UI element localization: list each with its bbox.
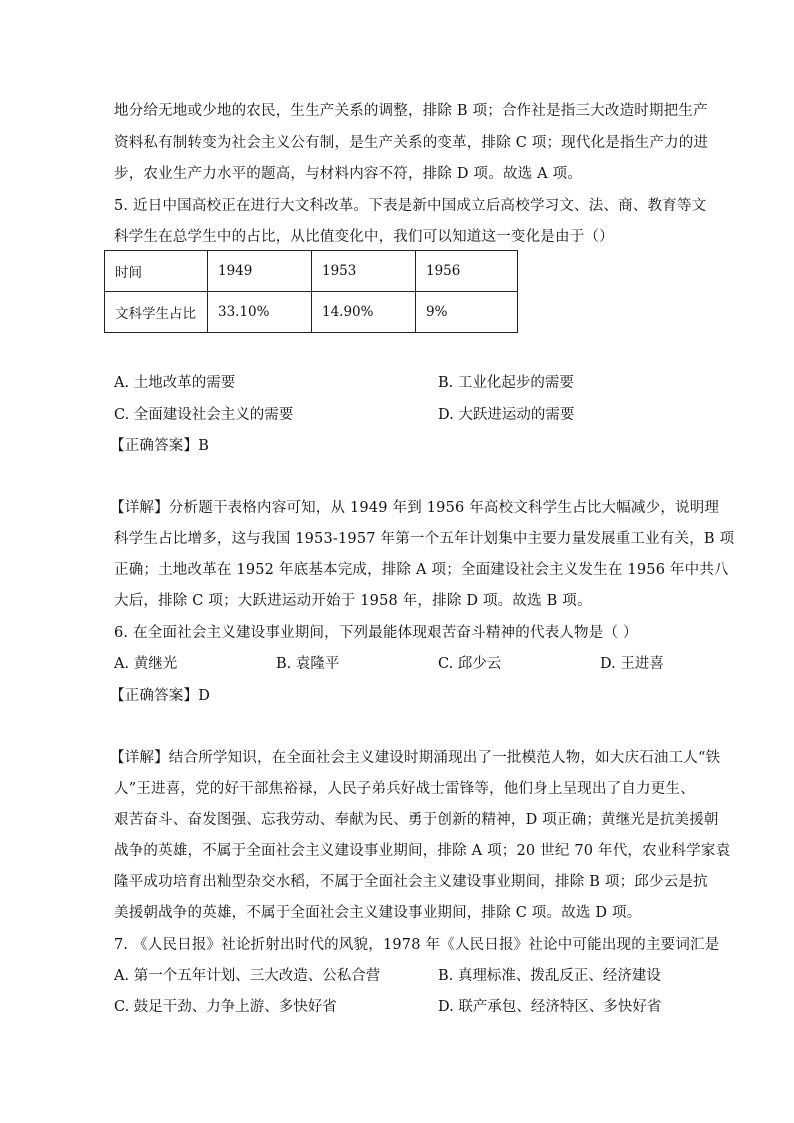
question-6-analysis: 艰苦奋斗、奋发图强、忘我劳动、奉献为民、勇于创新的精神，D 项正确；黄继光是抗美援朝 (114, 812, 719, 828)
text-line: 步，农业生产力水平的题高，与材料内容不符，排除 D 项。故选 A 项。 (114, 166, 583, 182)
table-cell: 文科学生占比 (105, 292, 208, 333)
question-5-option-a: A. 土地改革的需要 (114, 375, 236, 391)
question-6-analysis: 隆平成功培育出籼型杂交水稻，不属于全面社会主义建设事业期间，排除 B 项；邱少云是抗 (114, 874, 708, 890)
table-row (105, 292, 518, 333)
table-cell: 9% (416, 292, 518, 333)
question-5-option-b: B. 工业化起步的需要 (438, 375, 574, 391)
text-line: 资料私有制转变为社会主义公有制，是生产关系的变革，排除 C 项；现代化是指生产力的进 (114, 135, 709, 151)
question-7-stem: 7. 《人民日报》社论折射出时代的风貌，1978 年《人民日报》社论中可能出现的主要词汇是 (114, 937, 720, 953)
question-6-stem: 6. 在全面社会主义建设事业期间，下列最能体现艰苦奋斗精神的代表人物是（ ） (114, 625, 638, 641)
question-6-option-a: A. 黄继光 (114, 656, 178, 672)
question-5-option-d: D. 大跃进运动的需要 (438, 407, 575, 423)
question-5-stem: 5. 近日中国高校正在进行大文科改革。下表是新中国成立后高校学习文、法、商、教育等文 (114, 198, 707, 214)
question-6-answer: 【正确答案】D (110, 688, 211, 704)
question-6-option-b: B. 袁隆平 (276, 656, 340, 672)
question-5-analysis: 正确；土地改革在 1952 年底基本完成，排除 A 项；全面建设社会主义发生在 1956 年中共八 (114, 562, 729, 578)
table-cell: 33.10% (208, 292, 312, 333)
question-6-option-c: C. 邱少云 (438, 656, 502, 672)
table-cell: 1953 (312, 251, 416, 292)
question-6-option-d: D. 王进喜 (600, 656, 664, 672)
ratio-table (104, 250, 518, 333)
table-cell: 1949 (208, 251, 312, 292)
question-5-answer: 【正确答案】B (110, 438, 210, 454)
table-cell: 1956 (416, 251, 518, 292)
question-7-option-c: C. 鼓足干劲、力争上游、多快好省 (114, 999, 337, 1015)
question-7-option-a: A. 第一个五年计划、三大改造、公私合营 (114, 968, 381, 984)
table-cell: 时间 (105, 251, 208, 292)
question-6-analysis: 【详解】结合所学知识，在全面社会主义建设时期涌现出了一批模范人物，如大庆石油工人“铁 (110, 750, 721, 766)
question-6-analysis: 美援朝战争的英雄，不属于全面社会主义建设事业期间，排除 C 项。故选 D 项。 (114, 905, 642, 921)
text-line: 地分给无地或少地的农民，生生产关系的调整，排除 B 项；合作社是指三大改造时期把生产 (114, 103, 708, 119)
table-cell: 14.90% (312, 292, 416, 333)
question-6-analysis: 人”王进喜，党的好干部焦裕禄，人民子弟兵好战士雷锋等，他们身上呈现出了自力更生、 (114, 781, 695, 797)
question-7-option-d: D. 联产承包、经济特区、多快好省 (438, 999, 662, 1015)
table-row (105, 251, 518, 292)
question-7-option-b: B. 真理标准、拨乱反正、经济建设 (438, 968, 661, 984)
question-5-stem: 科学生在总学生中的占比，从比值变化中，我们可以知道这一变化是由于（） (114, 229, 614, 245)
question-5-analysis: 科学生占比增多，这与我国 1953-1957 年第一个五年计划集中主要力量发展重工业有关，B 项 (114, 531, 735, 547)
question-5-option-c: C. 全面建设社会主义的需要 (114, 407, 294, 423)
question-5-analysis: 【详解】分析题干表格内容可知，从 1949 年到 1956 年高校文科学生占比大幅减少，说明理 (110, 500, 720, 516)
question-5-analysis: 大后，排除 C 项；大跃进运动开始于 1958 年，排除 D 项。故选 B 项。 (114, 593, 592, 609)
question-6-analysis: 战争的英雄，不属于全面社会主义建设事业期间，排除 A 项；20 世纪 70 年代，农业科学家袁 (114, 843, 731, 859)
